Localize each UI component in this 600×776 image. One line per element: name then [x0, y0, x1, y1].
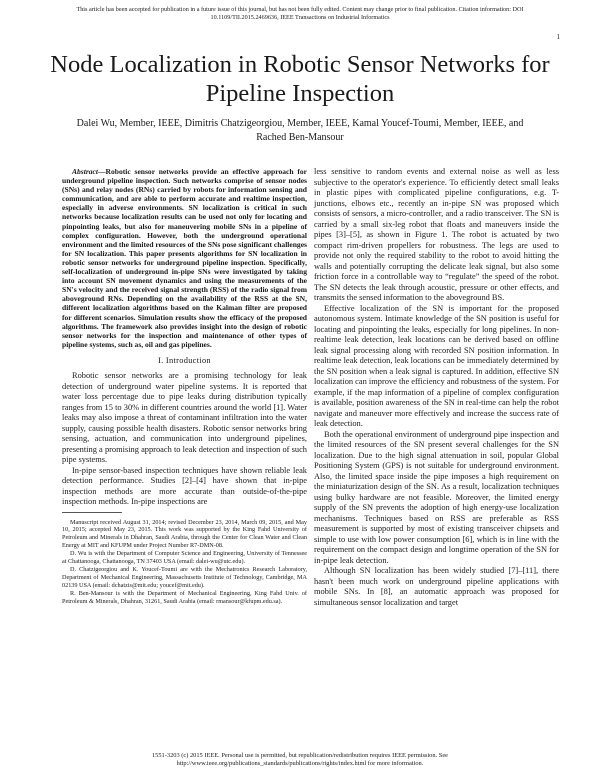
section-heading: I. Introduction [158, 355, 211, 365]
footnote-rule [62, 512, 122, 513]
abstract [62, 167, 307, 349]
right-paragraph-4: Although SN localization has been widely studied [7]–[11], there hasn't been much work on underground pipeline applications with mobile SNs. In [8], an automatic approach was proposed for simultaneous sensor localization and target [314, 566, 559, 607]
copyright-footer [40, 752, 560, 768]
footer-line-2: http://www.ieee.org/publications_standards/publications/rights/index.html for more information. [176, 760, 424, 767]
author-list [30, 117, 570, 145]
footnote-ben-mansour: R. Ben-Mansour is with the Department of Mechanical Engineering, King Fahd Univ. of Petroleum & Minerals, Dhahran, 31261, Saudi Arabia (email: rmansour@kfupm.edu.sa). [62, 590, 307, 605]
intro-paragraph-1: Robotic sensor networks are a promising technology for leak detection of underground water pipeline systems. It is reported that water loss percentage due to pipe leaks during distribution typically ranges from 15 to 30% in different countries around the world [1]. Water leaks may also impose a threat of contaminant infiltration into the water supply, causing possible health disasters. Robotic sensor networks bring sensing, actuation, and communication into underground pipelines, presenting a promising approach to leak detection and inspection of such pipe systems. [62, 371, 307, 465]
header-line-2: 10.1109/TII.2015.2469636, IEEE Transactions on Industrial Informatics [210, 13, 390, 21]
intro-paragraph-2: In-pipe sensor-based inspection techniques have shown reliable leak detection performance. Studies [2]–[4] have shown that in-pipe inspection methods are more accurate than outside-of-the-pipe inspection methods. In-pipe inspections are [62, 465, 307, 507]
paper-title: Node Localization in Robotic Sensor Networks for Pipeline Inspection [50, 51, 550, 107]
left-column [62, 167, 307, 606]
running-header [40, 6, 560, 21]
abstract-label: Abstract [72, 167, 98, 176]
right-paragraph-3: Both the operational environment of underground pipe inspection and the limited resources of the SN present several challenges for the SN localization. Due to the high signal attenuation in soil, popular Global Positioning System (GPS) is not suitable for underground environment. Also, the limited space inside the pipe imposes a high requirement on the miniaturization design of the SN. As a result, localization techniques using bulky hardware are not feasible. Moreover, the limited energy supply of the SN prevents the adoption of high energy-use localization mechanisms. Techniques based on RSS are preferable as RSS measurement is supported by most of existing transceiver chipsets and simple to use with low power consumption [6], which is in line with the requirement on the compact design and longtime operation of the SN for in-pipe leak detection. [314, 429, 559, 565]
author-line-2: Rached Ben-Mansour [256, 132, 344, 143]
footnote-wu: D. Wu is with the Department of Computer Science and Engineering, University of Tennessee at Chattanooga, Chattanooga, TN 37403 USA (email: dalei-wu@utc.edu). [62, 550, 307, 565]
footer-line-1: 1551-3203 (c) 2015 IEEE. Personal use is permitted, but republication/redistribution requires IEEE permission. See [151, 752, 449, 759]
abstract-text: —Robotic sensor networks provide an effective approach for underground pipeline inspection. Such networks comprise of sensor nodes (SNs) and relay nodes (RNs) carried by robots for information sensing and communication, and are able to perform accurate and realtime inspection, especially in adverse environments. SN localization is critical in such networks because localization results can be used not only for locating and pinpointing leaks, but also for maneuvering mobile SNs in a pipeline of complex configuration. However, both the underground operational environment and the limited resources of the SNs pose significant challenges for SN localization. This paper presents algorithms for SN localization in robotic sensor networks for underground pipeline inspection. Specifically, self-localization of underground in-pipe SNs were investigated by taking into account SN movement dynamics and using the measurements of the SN's velocity and the received signal strength (RSS) of the radio signal from aboveground RNs. Depending on the availability of the RSS at the SN, different localization algorithms based on the Kalman filter are proposed for different scenarios. Simulation results show the efficacy of the proposed algorithms. The framework also provides insight into the design of robotic sensor networks for the inspection and maintenance of other types of pipeline systems, such as, oil and gas pipelines. [62, 167, 307, 349]
right-paragraph-1: less sensitive to random events and external noise as well as less subjective to the operator's experience. To efficiently detect small leaks in plastic pipes with complicated pipeline configurations, e.g. T-junctions, elbows etc., recently an in-pipe SN was proposed which consists of sensors, a micro-controller, and a radio transceiver. The SN is carried by a small six-leg robot that floats and maneuvers inside the pipes [3]–[5], as shown in Figure 1. The robot is actuated by two compact rim-driven propellers for robustness. The legs are used to provide not only the required stability to the robot to avoid hitting the walls and potentially corrupting the delicate leak signal, but also some friction force in a controllable way to “regulate” the speed of the robot. The SN detects the leak through acoustic, pressure or other effects, and transmits the sensed information to the aboveground BS. [314, 167, 559, 302]
footnotes [62, 519, 307, 606]
header-line-1: This article has been accepted for publication in a future issue of this journal, but has not been fully edited. Content may change prior to final publication. Citation information: DOI [76, 6, 524, 13]
footnote-manuscript: Manuscript received August 31, 2014; revised December 23, 2014, March 09, 2015, and May 10, 2015; accepted May 23, 2015. This work was supported by the King Fahd University of Petroleum and Minerals in Dhahran, Saudi Arabia, through the Center for Clean Water and Clean Energy at MIT and KFUPM under Project Number R7-DMN-08. [62, 518, 307, 549]
footnote-chatzigeorgiou: D. Chatzigeorgiou and K. Youcef-Toumi are with the Mechatronics Research Laboratory, Department of Mechanical Engineering, Massachusetts Institute of Technology, Cambridge, MA 02139 USA (email: dchatzis@mit.edu; youcef@mit.edu). [62, 566, 307, 589]
page-number: 1 [556, 33, 560, 41]
author-line-1: Dalei Wu, Member, IEEE, Dimitris Chatzigeorgiou, Member, IEEE, Kamal Youcef-Toumi, Member, IEEE, and [76, 118, 524, 129]
right-column [314, 167, 559, 608]
right-paragraph-2: Effective localization of the SN is important for the proposed autonomous system. Intimate knowledge of the SN position is useful for locating and pinpointing the leaks, especially for long pipelines. In non-realtime leak detection, leak locations can be derived based on offline leak signal processing along with recorded SN position information. In realtime leak detection, leak locations can be immediately determined by the SN position when a leak signal is captured. In addition, effective SN localization can improve the efficiency and robustness of the system. For example, if the map information of a pipeline of complex configuration is available, position awareness of the SN in real-time can help the robot navigate and maneuver more effectively and increase the success rate of leak detection. [314, 303, 559, 428]
